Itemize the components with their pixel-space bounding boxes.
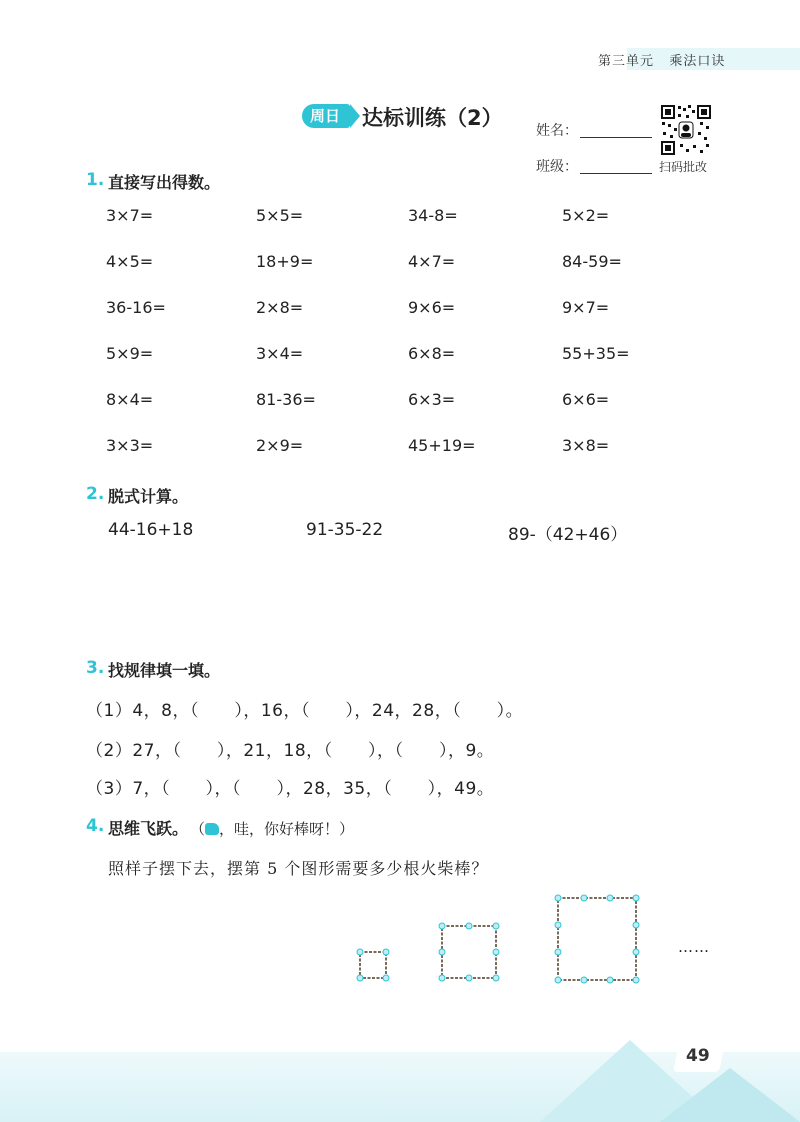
q4-title: 思维飞跃。 [108,819,189,838]
q1-item: 3×7= [106,206,154,225]
thumbs-up-icon [205,823,219,835]
name-field[interactable] [580,136,652,138]
page-title: 达标训练（2） [362,106,503,130]
class-field[interactable] [580,172,652,174]
q1-item: 9×6= [408,298,456,317]
q4-number: 4. [86,816,105,836]
q2-expression: 91-35-22 [306,520,384,540]
q4-hint [190,818,354,839]
qr-label: 扫码批改 [659,160,708,174]
q3-sequence-2: （2）27，（ ），21，18，（ ），（ ），9。 [86,741,495,761]
name-label: 姓名： [536,123,578,139]
q1-item: 2×8= [256,298,304,317]
q3-number: 3. [86,658,105,678]
q1-number: 1. [86,170,105,190]
matchstick-figure-1 [356,948,390,982]
q1-item: 5×9= [106,344,154,363]
q2-expression: 44-16+18 [108,520,194,540]
q1-item: 84-59= [562,252,622,271]
qr-code-icon[interactable] [660,104,712,156]
matchstick-figure-2 [436,920,502,984]
q1-item: 34-8= [408,206,458,225]
q1-item: 36-16= [106,298,166,317]
q1-item: 4×7= [408,252,456,271]
unit-heading: 第三单元 乘法口诀 [598,54,726,69]
q3-sequence-1: （1）4，8，（ ），16，（ ），24，28，（ ）。 [86,701,524,721]
hint-open: （ [190,820,206,838]
page-number: 49 [686,1046,710,1066]
q1-item: 6×8= [408,344,456,363]
q1-item: 18+9= [256,252,314,271]
q2-number: 2. [86,484,105,504]
footer-mountain-decoration [660,1068,800,1122]
q1-item: 6×3= [408,390,456,409]
q2-expression: 89-（42+46） [508,525,628,545]
q1-item: 3×4= [256,344,304,363]
q1-item: 45+19= [408,436,476,455]
q1-item: 2×9= [256,436,304,455]
q1-item: 6×6= [562,390,610,409]
q1-item: 4×5= [106,252,154,271]
matchstick-figure-3 [552,892,642,986]
continuation-ellipsis: …… [678,938,710,956]
day-badge: 周日 [302,104,350,128]
q2-title: 脱式计算。 [108,487,189,506]
q3-sequence-3: （3）7，（ ），（ ），28，35，（ ），49。 [86,779,495,799]
q1-item: 81-36= [256,390,316,409]
q4-instruction: 照样子摆下去，摆第 5 个图形需要多少根火柴棒？ [108,859,489,878]
q3-title: 找规律填一填。 [108,661,221,680]
hint-text: ，哇，你好棒呀！） [219,820,355,838]
class-label: 班级： [536,159,578,175]
q1-item: 8×4= [106,390,154,409]
q1-item: 5×5= [256,206,304,225]
q1-item: 9×7= [562,298,610,317]
q1-title: 直接写出得数。 [108,173,221,192]
q1-item: 3×3= [106,436,154,455]
q1-item: 5×2= [562,206,610,225]
q1-item: 3×8= [562,436,610,455]
q1-item: 55+35= [562,344,630,363]
